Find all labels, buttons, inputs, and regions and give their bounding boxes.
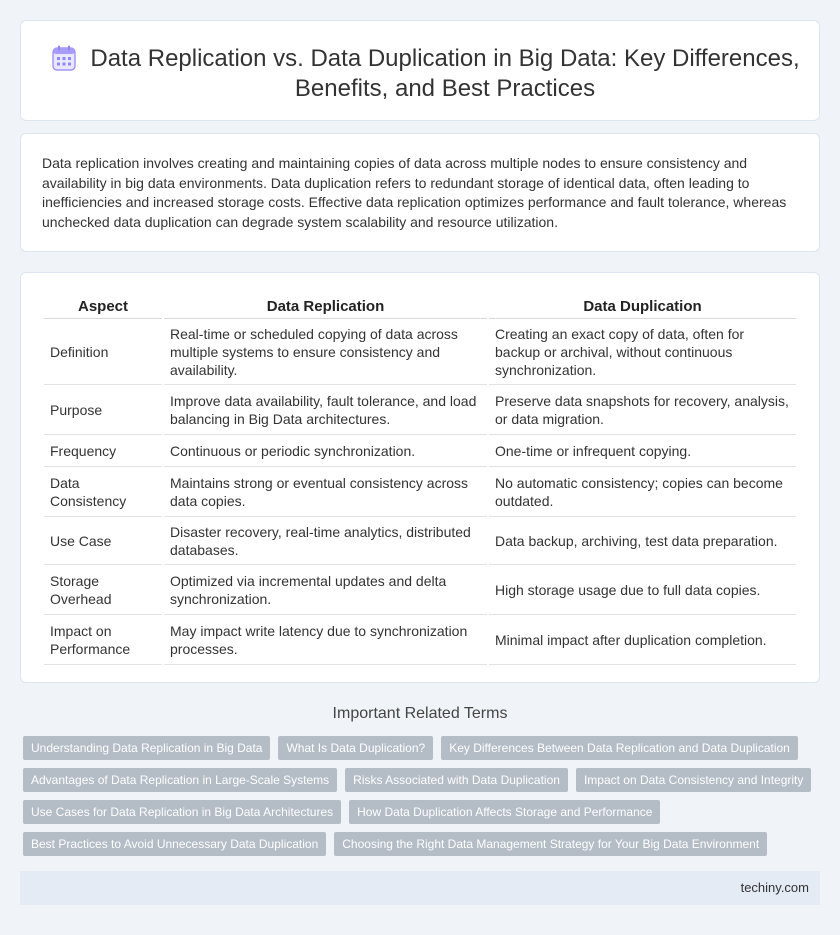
cell-duplication: Data backup, archiving, test data preparation. (489, 517, 796, 565)
related-term-tag[interactable]: Impact on Data Consistency and Integrity (576, 768, 811, 792)
tag-row (23, 768, 813, 792)
header-aspect: Aspect (44, 295, 162, 319)
cell-aspect: Purpose (44, 385, 162, 435)
cell-replication: Continuous or periodic synchronization. (164, 435, 487, 467)
cell-duplication: Creating an exact copy of data, often for backup or archival, without continuous synchronization. (489, 319, 796, 385)
related-term-tag[interactable]: Use Cases for Data Replication in Big Data Architectures (23, 800, 341, 824)
related-term-tag[interactable]: Understanding Data Replication in Big Data (23, 736, 270, 760)
cell-duplication: Preserve data snapshots for recovery, analysis, or data migration. (489, 385, 796, 435)
related-term-tag[interactable]: Risks Associated with Data Duplication (345, 768, 568, 792)
cell-aspect: Impact on Performance (44, 615, 162, 665)
cell-aspect: Data Consistency (44, 467, 162, 517)
cell-replication: May impact write latency due to synchronization processes. (164, 615, 487, 665)
related-term-tag[interactable]: Choosing the Right Data Management Strategy for Your Big Data Environment (334, 832, 767, 856)
related-terms-list (23, 736, 813, 864)
intro-card (20, 133, 820, 252)
comparison-table (42, 295, 798, 665)
header-data-duplication: Data Duplication (489, 295, 796, 319)
related-term-tag[interactable]: Best Practices to Avoid Unnecessary Data Duplication (23, 832, 326, 856)
table-row (44, 517, 796, 565)
related-terms-title: Important Related Terms (332, 705, 508, 722)
related-term-tag[interactable]: Key Differences Between Data Replication and Data Duplication (441, 736, 798, 760)
cell-replication: Improve data availability, fault tolerance, and load balancing in Big Data architectures. (164, 385, 487, 435)
comparison-table-card (20, 272, 820, 683)
cell-aspect: Use Case (44, 517, 162, 565)
related-term-tag[interactable]: What Is Data Duplication? (278, 736, 433, 760)
table-row (44, 385, 796, 435)
cell-replication: Disaster recovery, real-time analytics, distributed databases. (164, 517, 487, 565)
table-row (44, 615, 796, 665)
related-term-tag[interactable]: Advantages of Data Replication in Large-Scale Systems (23, 768, 337, 792)
cell-replication: Optimized via incremental updates and delta synchronization. (164, 565, 487, 615)
tag-row (23, 800, 813, 824)
footer (20, 871, 820, 905)
table-row (44, 565, 796, 615)
related-term-tag[interactable]: How Data Duplication Affects Storage and Performance (349, 800, 660, 824)
table-header-row (44, 295, 796, 319)
cell-duplication: No automatic consistency; copies can become outdated. (489, 467, 796, 517)
tag-row (23, 832, 813, 856)
table-row (44, 467, 796, 517)
cell-duplication: High storage usage due to full data copies. (489, 565, 796, 615)
cell-duplication: One-time or infrequent copying. (489, 435, 796, 467)
cell-replication: Maintains strong or eventual consistency across data copies. (164, 467, 487, 517)
cell-aspect: Definition (44, 319, 162, 385)
header-data-replication: Data Replication (164, 295, 487, 319)
table-row (44, 319, 796, 385)
cell-duplication: Minimal impact after duplication completion. (489, 615, 796, 665)
intro-paragraph: Data replication involves creating and maintaining copies of data across multiple nodes to ensure consistency and availability in big data environments. Data duplication refers to redundant storage of identical data, often leading to inefficiencies and increased storage costs. Effective data replication optimizes performance and fault tolerance, whereas unchecked data duplication can degrade system scalability and resource utilization. (42, 155, 787, 230)
tag-row (23, 736, 813, 760)
table-row (44, 435, 796, 467)
footer-brand-link[interactable]: techiny.com (740, 880, 809, 895)
header-card (20, 20, 820, 121)
cell-replication: Real-time or scheduled copying of data across multiple systems to ensure consistency and availability. (164, 319, 487, 385)
cell-aspect: Frequency (44, 435, 162, 467)
cell-aspect: Storage Overhead (44, 565, 162, 615)
page-title: Data Replication vs. Data Duplication in Big Data: Key Differences, Benefits, and Best Practices (90, 45, 800, 102)
